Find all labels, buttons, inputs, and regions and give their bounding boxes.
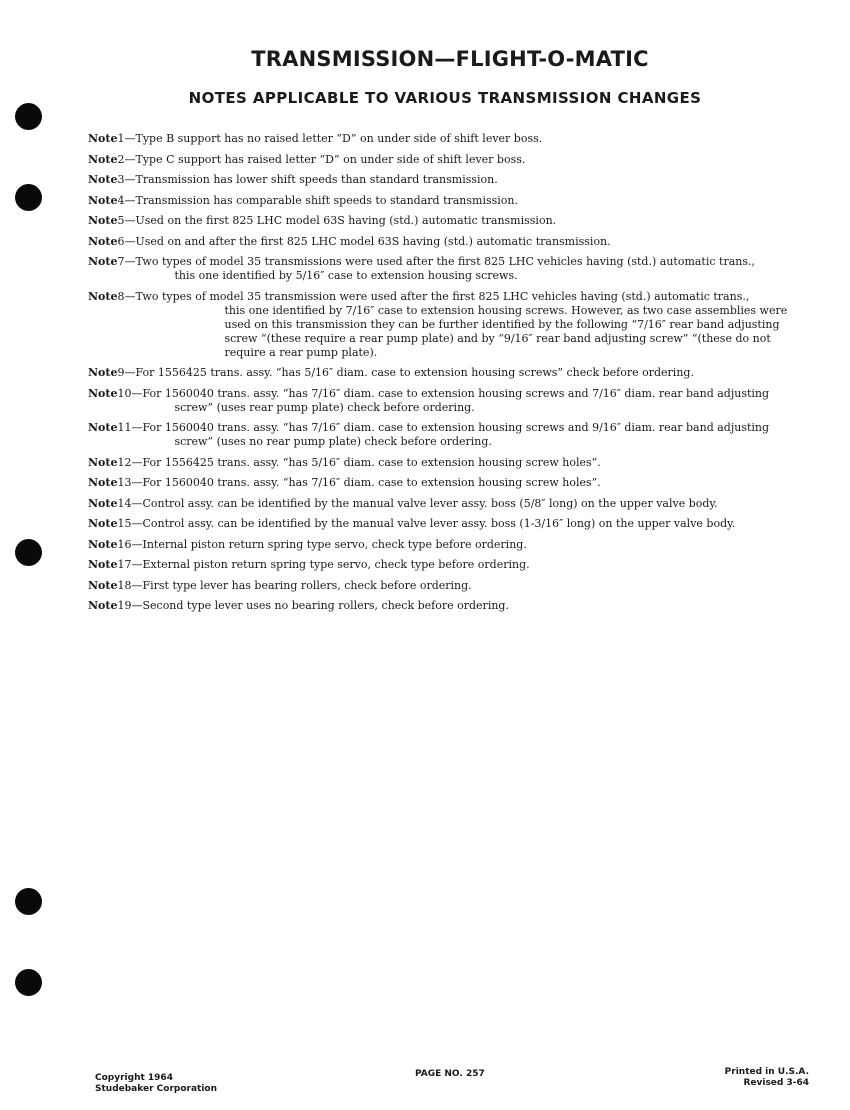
note-item bbox=[88, 497, 813, 511]
note-line: 19—Second type lever uses no bearing rollers, check before ordering. bbox=[117, 599, 509, 612]
note-line: 6—Used on and after the first 825 LHC model 63S having (std.) automatic transmission. bbox=[117, 234, 611, 248]
binder-hole bbox=[15, 969, 42, 996]
note-label: Note bbox=[88, 578, 118, 592]
note-line: 3—Transmission has lower shift speeds than standard transmission. bbox=[117, 173, 498, 186]
note-line: 17—External piston return spring type servo, check type before ordering. bbox=[117, 558, 530, 571]
note-label: Note bbox=[88, 421, 118, 434]
note-text bbox=[117, 153, 813, 167]
note-text bbox=[117, 599, 813, 613]
binder-hole bbox=[15, 888, 42, 915]
revision-date: Revised 3-64 bbox=[743, 1078, 809, 1088]
note-label: Note bbox=[88, 255, 118, 268]
note-label: Note bbox=[88, 537, 118, 551]
note-text bbox=[117, 214, 813, 228]
printed-in-text: Printed in U.S.A. bbox=[724, 1067, 809, 1077]
note-item bbox=[88, 579, 813, 593]
note-text bbox=[117, 517, 813, 531]
note-label: Note bbox=[88, 366, 118, 379]
binder-hole bbox=[15, 103, 42, 130]
footer-copyright-block bbox=[95, 1073, 217, 1095]
note-label: Note bbox=[88, 496, 118, 510]
notes-list bbox=[88, 132, 813, 620]
note-line: 12—For 1556425 trans. assy. “has 5/16″ diam. case to extension housing screw holes”. bbox=[117, 455, 601, 469]
note-item bbox=[88, 194, 813, 208]
note-line: 13—For 1560040 trans. assy. “has 7/16″ diam. case to extension housing screw holes”. bbox=[117, 476, 601, 489]
note-label: Note bbox=[88, 173, 118, 186]
note-line: 18—First type lever has bearing rollers, check before ordering. bbox=[117, 578, 472, 592]
note-label: Note bbox=[88, 132, 118, 145]
company-name: Studebaker Corporation bbox=[95, 1084, 218, 1094]
page-title: TRANSMISSION—FLIGHT-O-MATIC bbox=[251, 47, 649, 71]
note-text bbox=[117, 538, 813, 552]
note-label: Note bbox=[88, 234, 118, 248]
note-item bbox=[88, 558, 813, 572]
note-line: 9—For 1556425 trans. assy. “has 5/16″ diam. case to extension housing screws” check before ordering. bbox=[117, 366, 694, 379]
note-text bbox=[117, 173, 813, 187]
note-text bbox=[117, 132, 813, 146]
note-item bbox=[88, 290, 813, 360]
note-item bbox=[88, 255, 813, 283]
note-label: Note bbox=[88, 386, 118, 400]
copyright-text: Copyright 1964 bbox=[95, 1073, 173, 1083]
note-item bbox=[88, 517, 813, 531]
page-subtitle: NOTES APPLICABLE TO VARIOUS TRANSMISSION CHANGES bbox=[188, 89, 702, 107]
note-item bbox=[88, 366, 813, 380]
note-line: 5—Used on the first 825 LHC model 63S having (std.) automatic transmission. bbox=[117, 214, 557, 227]
note-label: Note bbox=[88, 599, 118, 612]
note-text bbox=[117, 255, 813, 283]
note-text bbox=[117, 476, 813, 490]
note-text bbox=[117, 497, 813, 511]
note-line: 2—Type C support has raised letter “D” on under side of shift lever boss. bbox=[117, 152, 526, 166]
note-item bbox=[88, 235, 813, 249]
footer-print-block bbox=[725, 1067, 809, 1089]
binder-hole bbox=[15, 539, 42, 566]
note-line: screw” (uses rear pump plate) check before ordering. bbox=[174, 400, 475, 414]
note-label: Note bbox=[88, 476, 118, 489]
note-line: 15—Control assy. can be identified by the manual valve lever assy. boss (1-3/16″ long) on the upper valve body. bbox=[117, 517, 736, 530]
binder-hole bbox=[15, 184, 42, 211]
note-line: this one identified by 5/16″ case to extension housing screws. bbox=[174, 269, 518, 282]
note-text bbox=[117, 387, 813, 415]
note-text bbox=[117, 235, 813, 249]
note-item bbox=[88, 538, 813, 552]
note-line: require a rear pump plate). bbox=[224, 345, 378, 359]
note-item bbox=[88, 132, 813, 146]
note-line: 8—Two types of model 35 transmission were used after the first 825 LHC vehicles having (std.) automatic trans., bbox=[117, 289, 750, 303]
note-line: 10—For 1560040 trans. assy. “has 7/16″ diam. case to extension housing screws and 7/16″ diam. rear band adjusting bbox=[117, 386, 770, 400]
note-line: used on this transmission they can be further identified by the following “7/16″ rear band adjusting bbox=[224, 317, 780, 331]
note-item bbox=[88, 421, 813, 449]
note-text bbox=[117, 194, 813, 208]
note-item bbox=[88, 173, 813, 187]
note-label: Note bbox=[88, 455, 118, 469]
note-line: this one identified by 7/16″ case to extension housing screws. However, as two case assemblies were bbox=[224, 303, 788, 317]
note-text bbox=[117, 579, 813, 593]
note-item bbox=[88, 214, 813, 228]
note-text bbox=[117, 290, 813, 360]
note-line: 1—Type B support has no raised letter “D” on under side of shift lever boss. bbox=[117, 132, 543, 145]
note-label: Note bbox=[88, 214, 118, 227]
note-line: screw “(these require a rear pump plate) and by “9/16″ rear band adjusting screw” “(these do not bbox=[224, 331, 771, 345]
note-label: Note bbox=[88, 152, 118, 166]
note-item bbox=[88, 456, 813, 470]
note-item bbox=[88, 153, 813, 167]
note-item bbox=[88, 476, 813, 490]
note-text bbox=[117, 421, 813, 449]
note-item bbox=[88, 387, 813, 415]
note-label: Note bbox=[88, 289, 118, 303]
note-label: Note bbox=[88, 517, 118, 530]
note-text bbox=[117, 558, 813, 572]
note-item bbox=[88, 599, 813, 613]
page-number: PAGE NO. 257 bbox=[415, 1069, 485, 1079]
note-line: 11—For 1560040 trans. assy. “has 7/16″ diam. case to extension housing screws and 9/16″ diam. rear band adjusting bbox=[117, 421, 770, 434]
note-line: 16—Internal piston return spring type servo, check type before ordering. bbox=[117, 537, 527, 551]
note-line: screw” (uses no rear pump plate) check before ordering. bbox=[174, 435, 492, 448]
note-line: 7—Two types of model 35 transmissions were used after the first 825 LHC vehicles having (std.) automatic trans., bbox=[117, 255, 755, 268]
note-label: Note bbox=[88, 193, 118, 207]
note-line: 4—Transmission has comparable shift speeds to standard transmission. bbox=[117, 193, 519, 207]
note-label: Note bbox=[88, 558, 118, 571]
note-text bbox=[117, 456, 813, 470]
note-line: 14—Control assy. can be identified by the manual valve lever assy. boss (5/8″ long) on the upper valve body. bbox=[117, 496, 718, 510]
note-text bbox=[117, 366, 813, 380]
